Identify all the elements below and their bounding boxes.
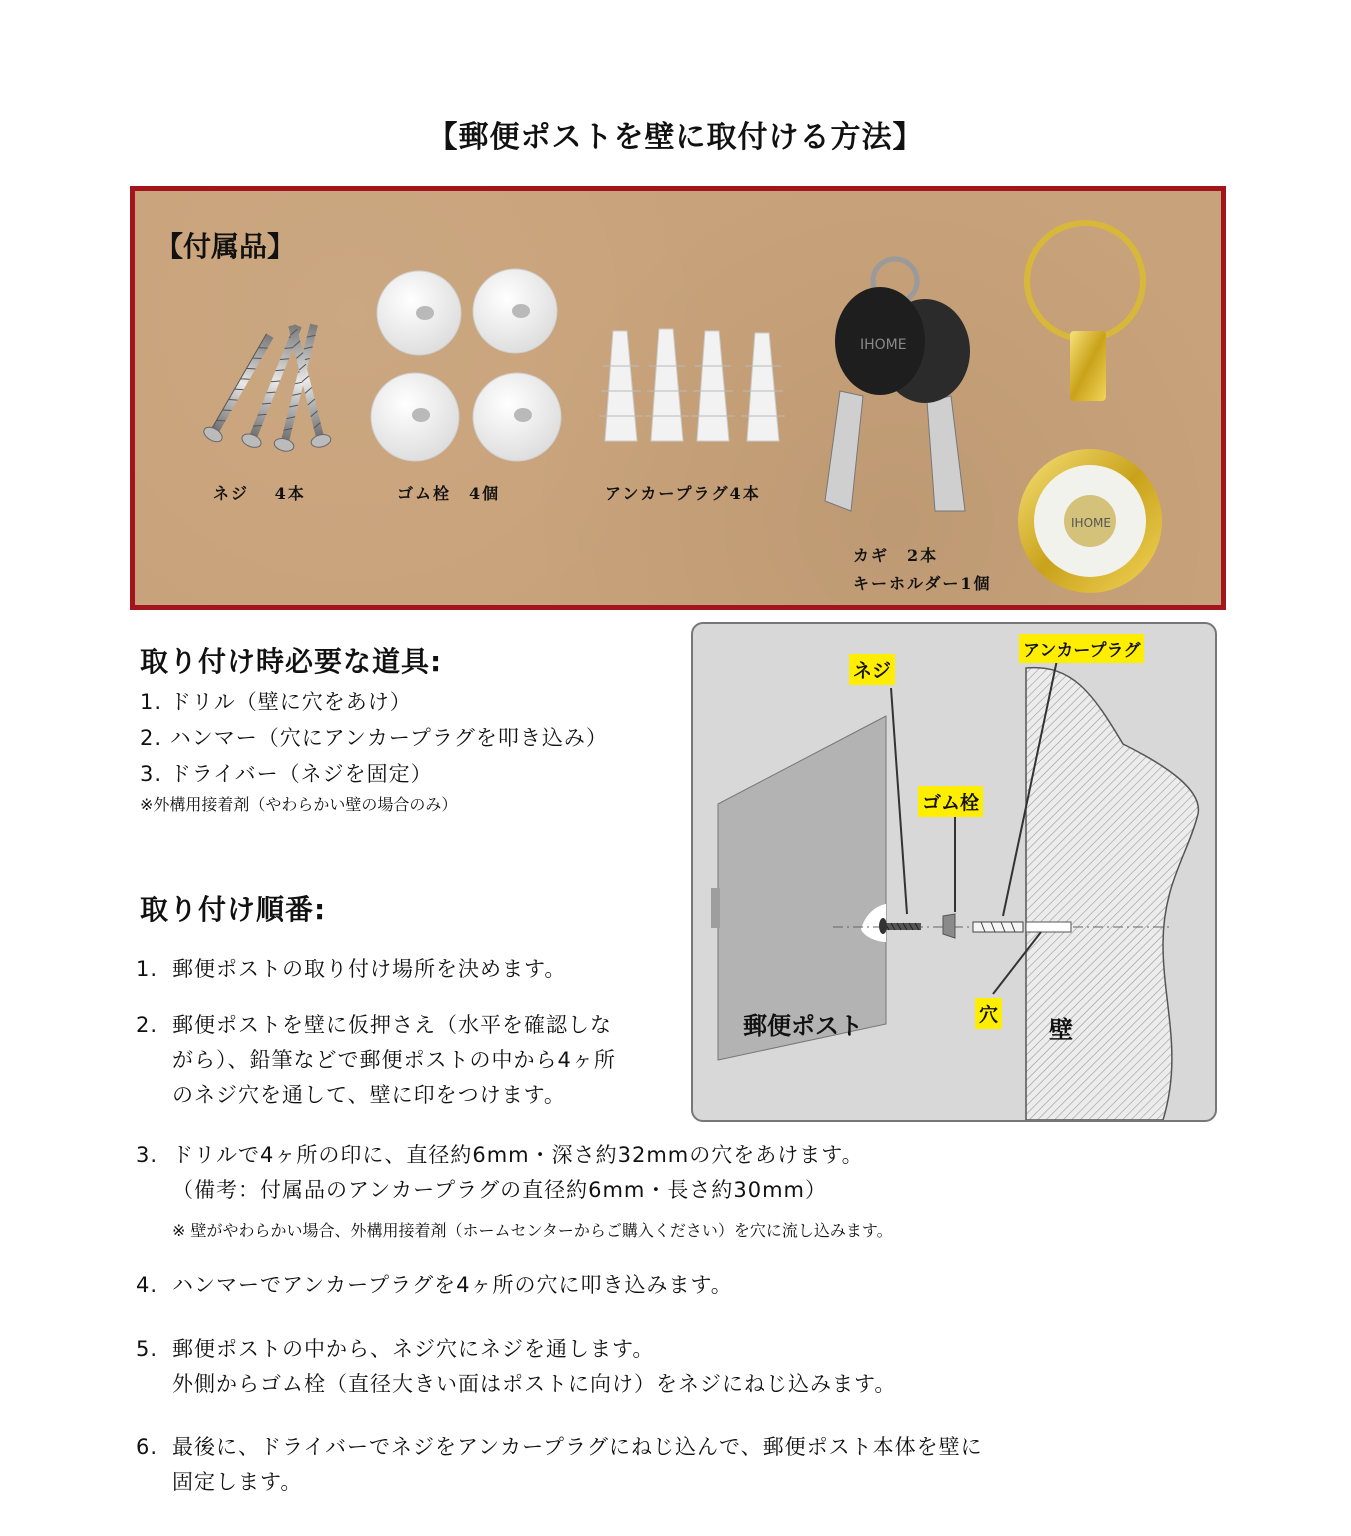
label-hole: 穴 [975, 998, 1002, 1029]
keyholder-icon [1018, 223, 1162, 593]
step-number: 5. [136, 1337, 159, 1361]
label-keys: カギ 2本 [853, 546, 939, 565]
diagram-hole [1026, 922, 1071, 932]
step-text: 郵便ポストを壁に仮押さえ（水平を確認しな [172, 1013, 612, 1037]
label-anchor-plug: アンカープラグ [1019, 634, 1144, 663]
accessories-heading: 【付属品】 [155, 230, 296, 263]
label-post: 郵便ポスト [743, 1012, 863, 1040]
accessories-photo [135, 191, 1221, 605]
label-screws: ネジ 4本 [213, 484, 306, 503]
screw-icon [201, 322, 332, 453]
mounting-diagram-drawing [693, 624, 1215, 1120]
step-text: 郵便ポストの中から、ネジ穴にネジを通します。 [172, 1337, 655, 1361]
steps-heading: 取り付け順番: [140, 893, 327, 926]
step-text: ドリルで4ヶ所の印に、直径約6mm・深さ約32mmの穴をあけます。 [172, 1143, 864, 1167]
keyholder-brand-text: IHOME [1071, 516, 1111, 530]
step-text: ハンマーでアンカープラグを4ヶ所の穴に叩き込みます。 [172, 1273, 733, 1297]
label-keyholder: キーホルダー1個 [853, 574, 992, 593]
step-number: 3. [136, 1143, 159, 1167]
wall-shape [1026, 668, 1198, 1120]
label-anchor-plugs: アンカープラグ4本 [605, 484, 761, 503]
step-text: 固定します。 [172, 1470, 303, 1494]
key-brand-text: IHOME [860, 337, 907, 353]
step-number: 2. [136, 1013, 159, 1037]
mounting-diagram [691, 622, 1217, 1122]
accessories-panel [130, 186, 1226, 610]
diagram-anchor-icon [973, 922, 1023, 932]
step-number: 6. [136, 1435, 159, 1459]
step-3-note: ※ 壁がやわらかい場合、外構用接着剤（ホームセンターからご購入ください）を穴に流し込みます。 [172, 1221, 893, 1240]
label-wall: 壁 [1049, 1016, 1073, 1044]
label-rubber-plug: ゴム栓 [918, 786, 983, 817]
step-text: （備考：付属品のアンカープラグの直径約6mm・長さ約30mm） [172, 1178, 828, 1202]
tools-heading: 取り付け時必要な道具: [140, 645, 443, 678]
rubber-plug-icon [371, 269, 561, 461]
tool-item: 2. ハンマー（穴にアンカープラグを叩き込み） [140, 726, 608, 750]
step-2 [136, 1008, 616, 1113]
step-4 [136, 1268, 733, 1303]
diagram-rubber-plug-icon [943, 914, 955, 938]
tool-item: 1. ドリル（壁に穴をあけ） [140, 690, 412, 714]
step-text: がら）、鉛筆などで郵便ポストの中から4ヶ所 [172, 1048, 616, 1072]
anchor-plug-icon [599, 329, 785, 441]
key-icon [825, 259, 970, 511]
diagram-screw-icon [879, 918, 921, 934]
label-screw: ネジ [849, 654, 895, 685]
step-1 [136, 952, 566, 987]
label-rubber-plugs: ゴム栓 4個 [397, 484, 501, 503]
step-6 [136, 1430, 983, 1500]
post-handle [711, 888, 720, 928]
step-number: 4. [136, 1273, 159, 1297]
page-title: 【郵便ポストを壁に取付ける方法】 [427, 120, 924, 155]
step-text: 郵便ポストの取り付け場所を決めます。 [172, 957, 567, 981]
tools-note: ※外構用接着剤（やわらかい壁の場合のみ） [140, 795, 458, 814]
step-3 [136, 1138, 864, 1208]
step-number: 1. [136, 957, 159, 981]
tool-item: 3. ドライバー（ネジを固定） [140, 762, 433, 786]
step-text: 最後に、ドライバーでネジをアンカープラグにねじ込んで、郵便ポスト本体を壁に [172, 1435, 983, 1459]
step-text: 外側からゴム栓（直径大きい面はポストに向け）をネジにねじ込みます。 [172, 1372, 897, 1396]
leader-screw [891, 688, 907, 914]
step-text: のネジ穴を通して、壁に印をつけます。 [172, 1083, 566, 1107]
step-5 [136, 1332, 896, 1402]
